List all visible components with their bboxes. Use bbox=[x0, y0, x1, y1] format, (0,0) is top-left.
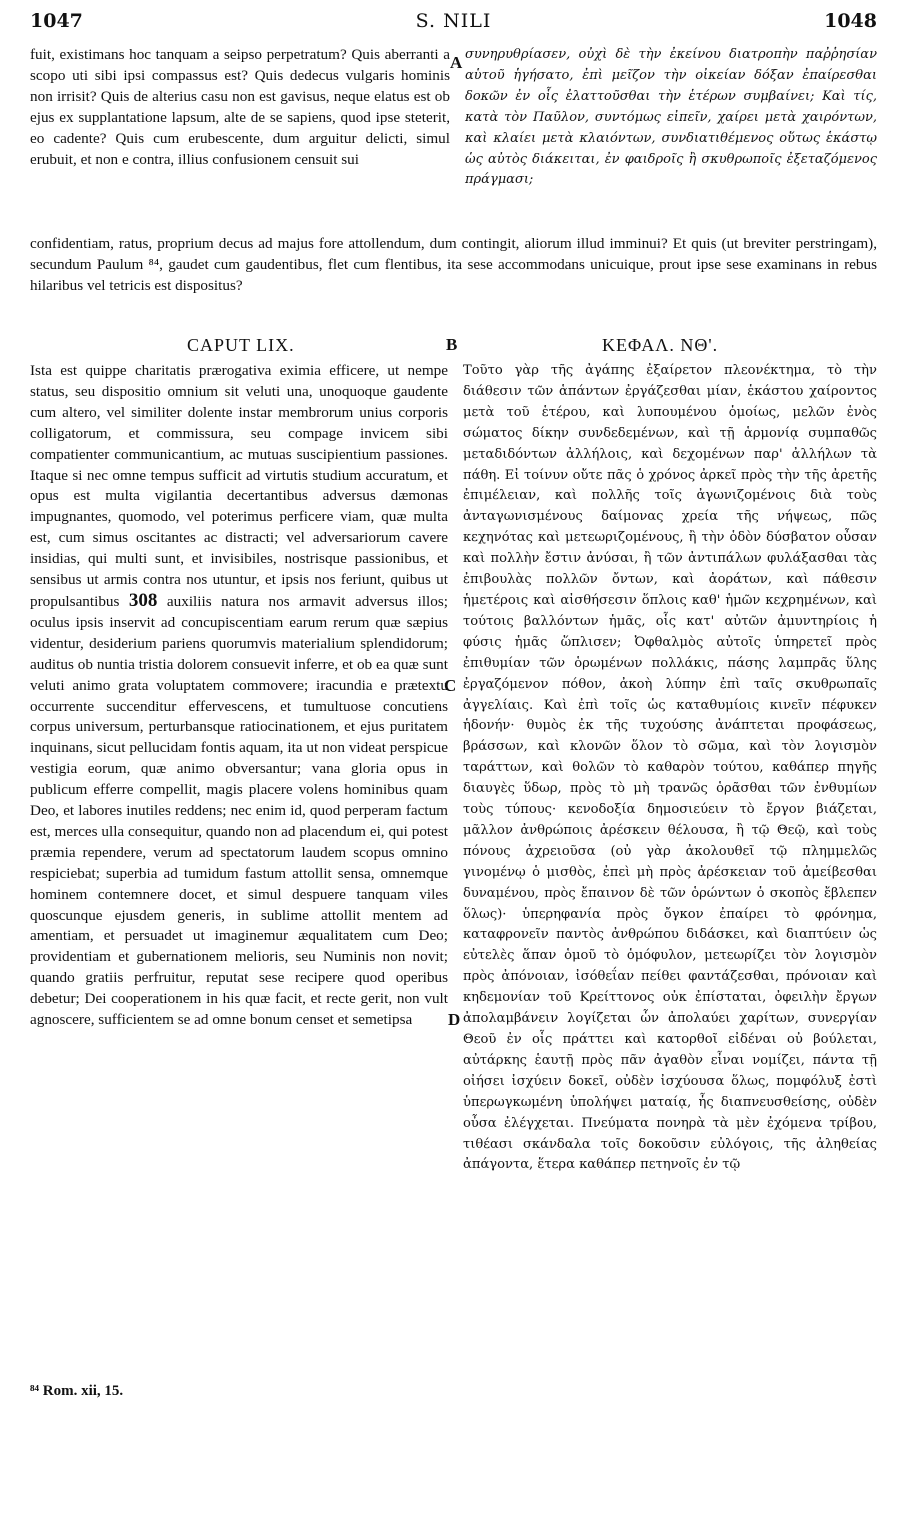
greek-chapter-heading: ΚΕΦΑΛ. ΝΘ'. bbox=[602, 335, 719, 355]
right-page-number: 1048 bbox=[824, 10, 877, 32]
footnote: ⁸⁴ Rom. xii, 15. bbox=[30, 1383, 124, 1399]
margin-marker-a: A bbox=[450, 53, 463, 72]
latin-chapter-text bbox=[30, 361, 448, 1031]
page-reference: 308 bbox=[128, 589, 158, 611]
page-header bbox=[30, 10, 877, 38]
latin-top-text: fuit, existimans hoc tanquam a seipso perpetratum? Quis aberranti a scopo uti sibi ipsi compassus est? Quis dedecus vulgaris hominis non irrisit? Quis de alterius casu non est gavisus, neque elatus est ob ejus ex supplantatione lapsum, alte de se sapiens, quod ipse steterit, eo cadente? Quis cum erubescente, dum arguitur delicti, simul erubuit, et non e contra, illius confusionem censuit sui bbox=[30, 46, 450, 168]
greek-chapter-text: Τοῦτο γὰρ τῆς ἀγάπης ἐξαίρετον πλεονέκτημα, τὸ τὴν διάθεσιν τῶν ἁπάντων ἐργάζεσθαι μίαν, ἑκάστου χαίροντος μετὰ τοῦ ἑτέρου, καὶ λυπουμένου ὁμοίως, μελῶν ἑνὸς σώματος δίκην συνδεδεμένων, καὶ τῇ ἁρμονίᾳ συμπαθῶς μεταδιδόντων ἀλλήλοις, καὶ δεχομένων παρ' ἀλλήλων τὰ πάθη. Εἰ τοίνυν οὔτε πᾶς ὁ χρόνος ἀρκεῖ πρὸς τὴν τῆς ἀρετῆς ἐπιμέλειαν, καὶ πολλῆς τοῖς ἀγωνιζομένοις διὰ τοὺς ἀνταγωνισμένους δαίμονας χρεία τῆς νήψεως, πῶς κεχηνότας καὶ μετεωριζομένους, ἢ τὴν ὁδὸν δύσβατον οὖσαν καὶ πολλὴν ἔστιν ἀνύσαι, ἢ τῶν ἀντιπάλων φυλάξασθαι τὰς ἐπιβουλὰς πολλῶν ὄντων, καὶ ἀοράτων, καὶ πάθεσιν ἡμετέροις καὶ αἰσθήσεσιν ὅπλοις καθ' ἡμῶν κεχρημένων, καὶ τούτοις βαλλόντων ἡμᾶς, οἷς κατ' αὐτῶν ἀμυντηρίοις ἡ φύσις ἡμᾶς ὥπλισεν; Ὀφθαλμὸς αὐτοῖς ὑπηρετεῖ πρὸς ἐπιθυμίαν τῶν ὁρωμένων πολλάκις, πάσης λαμπρᾶς ὕλης ἐργαζόμενον πόθον, ἀκοὴ λύπην ἐπὶ ταῖς σκυθρωπαῖς ἀγγελίαις. Καὶ ἐπὶ τοῖς ὡς καταθυμίοις κινεῖν πέφυκεν ἡδονήν· θυμὸς ἐκ τῆς τυχούσης ἀνάπτεται προφάσεως, βράσσων, καὶ κλονῶν ὅλον τὸ σῶμα, καὶ τὸν λογισμὸν ταράττων, καὶ θολῶν τὸ καθαρὸν τούτου, καθάπερ πηγῆς διαυγὲς ὕδωρ, πρὸς τὸ μὴ τρανῶς ὁρᾶσθαι τῶν ἐνθυμίων τοὺς τύπους· κενοδοξία δημοσιεύειν τὸ ἔργον βιάζεται, μᾶλλον ἀνθρώποις ἀρέσκειν θέλουσα, ἢ τῷ Θεῷ, καὶ τοὺς πόνους ἀχρειοῦσα (οὐ γὰρ ἀκολουθεῖ τῷ πλημμελῶς γινομένῳ ὁ μισθὸς, ἐπεὶ μὴ πρὸς ἀρέσκειαν τοῦ ἀμείβεσθαι δυναμένου, πρὸς ἔπαινον δὲ τῶν ὁρώντων ὁ σκοπὸς ἔβλεπεν ὅλως)· ὑπερηφανία πρὸς ὄγκον ἐπαίρει τὸ φρόνημα, καταφρονεῖν παντὸς ἀνθρώπου διδάσκει, καὶ διαπτύειν ὡς εὐτελὲς ἅπαν ὁμοῦ τὸ ὁμόφυλον, μετεωρίζει τὸν λογισμὸν πρὸς ἀπόνοιαν, ἰσόθεΐαν πείθει φαντάζεσθαι, πρόνοιαν καὶ κηδεμονίαν τοῦ Κρείττονος οὐκ ἐπίσταται, ὀφειλὴν ἔργων ἀπολαμβάνειν λογίζεται ὧν ἀπολαύει χαρίτων, συνεργίαν Θεοῦ ἐν οἷς πράττει καὶ κατορθοῖ εἰδέναι οὐ βούλεται, αὐτάρκης ἑαυτῇ πρὸς πᾶν ἀγαθὸν εἶναι νομίζει, πάντα τῇ οἰήσει ἰσχύειν δοκεῖ, οὐδὲν ἰσχύουσα ὅλως, πομφόλυξ ἐστὶ ὑπερωγκωμένη ὑπολήψει ματαίᾳ, ἧς διαπνευσθείσης, οὐδὲν οὖσα ἐλέγχεται. Πνεύματα πονηρὰ τὰ μὲν ἐχόμενα τρίβου, τιθέασι σκάνδαλα τοῖς δοκοῦσιν εὐλόγοις, τῆς ἀληθείας ἀπάγοντα, ἕτερα καθάπερ πετηνοῖς ἐν τῷ bbox=[463, 363, 877, 1173]
margin-marker-d: D bbox=[448, 1010, 461, 1029]
latin-full-width-text: confidentiam, ratus, proprium decus ad majus fore attollendum, dum contingit, aliorum illud imminui? Et quis (ut breviter perstringam), secundum Paulum ⁸⁴, gaudet cum gaudentibus, flet cum flentibus, ita sese accommodans unicuique, prout ipse sese examinans in rebus hilaribus vel tetricis est dispositus? bbox=[30, 235, 877, 294]
greek-top-text: συνηρυθρίασεν, οὐχὶ δὲ τὴν ἐκείνου διατροπὴν παῤῥησίαν αὑτοῦ ἡγήσατο, ἐπὶ μεῖζον τὴν οἰκείαν δόξαν ἐπαίρεσθαι δοκῶν ἐν οἷς ἐλαττοῦσθαι τὴν ἑτέρων συμβαίνει; Καὶ τίς, κατὰ τὸν Παῦλον, συντόμως εἰπεῖν, χαίρει μετὰ χαιρόντων, καὶ κλαίει μετὰ κλαιόντων, συνδιατιθέμενος οὕτως ἑκάστῳ ὡς αὐτὸς διάκειται, ἐν φαιδροῖς ἢ σκυθρωποῖς ἐξεταζόμενος πράγμασι; bbox=[465, 47, 877, 188]
margin-marker-c: C bbox=[444, 676, 457, 695]
latin-chapter-text-part-2: auxiliis natura nos armavit adversus illos; oculus ipsis inservit ad concupiscentiam earum rerum quæ sæpius videntur, desiderium pariens quorumvis materialium splendidorum; auditus ob nuntia tristia dolorem consuevit inferre, et ob ea quæ sunt veluti animo grata voluptatem commovere; iracundia e prætextu occurrente succenditur effervescens, et tumultuose concutiens corpus universum, perturbansque ratiocinationem, et ejus puritatem inquinans, sicut pellucidam fontis aquam, ita ut non videat perspicue vestigia eorum, quæ animo obversantur; vana gloria opus in publicum efferre compellit, magis placere volens hominibus quam Deo, et labores inutiles reddens; nec enim id, quod perperam factum est, merces ulla consequitur, quando non ad placendum ei, qui potest præmia rependere, verum ad spectatorum laudem scopus omnino respiciebat; superbia ad tumidum fastum attollit sensa, omnemque hominem contemnere docet, et simul despuere tanquam viles quoscunque ejusdem generis, in sublime attollit mentem ad amentiam, et persuadet ut imaginemur æqualitatem cum Deo; providentiam et gubernationem melioris, seu Numinis non novit; quando gratiis perfruitur, reputat sese recipere quod operibus debetur; Dei cooperationem in his quæ facit, et recte gerit, non vult agnoscere, sufficientem se ad omne bonum censet et semetipsa bbox=[30, 592, 448, 1029]
latin-chapter-text-part-1: Ista est quippe charitatis prærogativa eximia efficere, ut nempe status, seu dispositio omnium sit veluti una, unoquoque gaudente cum altero, vel similiter dolente instar membrorum unius corporis colligatorum, et commissura, seu compage invicem sibi compatienter communicantium, ac mutuas suscipientium passiones. Itaque si nec omne tempus sufficit ad virtutis studium accuratum, et opus est multa vigilantia decertantibus adversus dæmonas impugnantes, quomodo, vel poterimus perficere viam, quæ multa est, cum simus oscitantes ac distracti; vel adversariorum cavere insidias, qui multi sunt, et invisibiles, nostrisque passionibus, et sensibus ut armis contra nos utuntur, et ipsis nos feriunt, quibus ut propulsantibus bbox=[30, 362, 448, 610]
margin-marker-b: B bbox=[446, 335, 458, 354]
left-page-number: 1047 bbox=[30, 10, 83, 32]
latin-chapter-heading: CAPUT LIX. bbox=[187, 335, 295, 355]
running-title: S. NILI bbox=[415, 10, 492, 32]
